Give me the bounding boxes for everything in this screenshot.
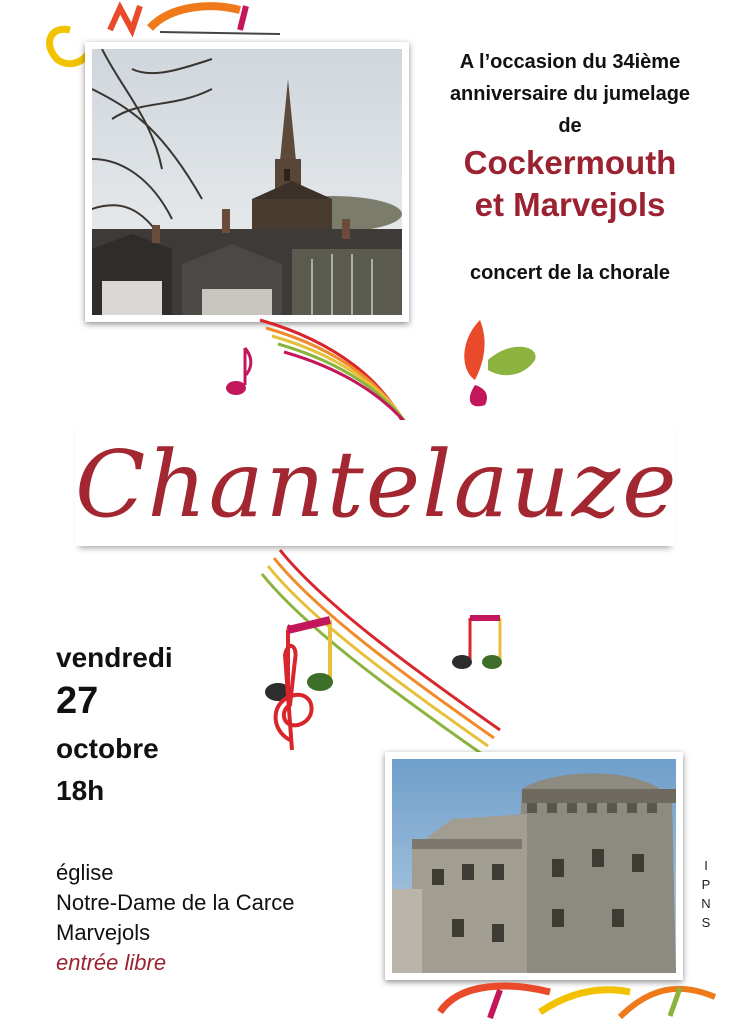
venue-line-2: Notre-Dame de la Carce: [56, 890, 295, 915]
choir-banner: [75, 420, 679, 546]
event-month: octobre: [56, 733, 159, 764]
city-marvejols: et Marvejols: [474, 186, 666, 223]
choir-name: Chantelauze: [75, 431, 679, 538]
free-entry: entrée libre: [56, 950, 167, 975]
event-time: 18h: [56, 775, 105, 806]
tower-photo: [392, 759, 676, 973]
concert-label: concert de la chorale: [469, 262, 671, 284]
event-date: [56, 640, 173, 810]
ipns-mark: [699, 856, 713, 932]
bottom-music-flourish: [430, 972, 730, 1024]
intro-line-3: de: [558, 115, 582, 137]
event-date-number: 27: [56, 680, 99, 722]
beamed-notes-right-icon: [452, 618, 502, 669]
venue-line-3: Marvejols: [56, 920, 151, 945]
ipns-letter: N: [701, 896, 711, 911]
eighth-note-icon: [226, 348, 251, 395]
event-day: vendredi: [56, 642, 173, 673]
bottom-photo-frame: [385, 752, 683, 980]
intro-line-2: anniversaire du jumelage: [449, 83, 691, 105]
venue-info: [56, 858, 294, 978]
top-photo-frame: [85, 42, 409, 322]
intro-line-1: A l’occasion du 34ième: [459, 51, 681, 73]
ipns-letter: P: [701, 877, 711, 892]
beamed-notes-icon: [265, 620, 333, 701]
city-cockermouth: Cockermouth: [463, 144, 677, 181]
ipns-letter: I: [704, 858, 708, 873]
ipns-letter: S: [701, 915, 711, 930]
butterfly-icon: [464, 320, 535, 406]
church-photo: [92, 49, 402, 315]
venue-line-1: église: [56, 860, 114, 885]
intro-text: [405, 46, 735, 226]
